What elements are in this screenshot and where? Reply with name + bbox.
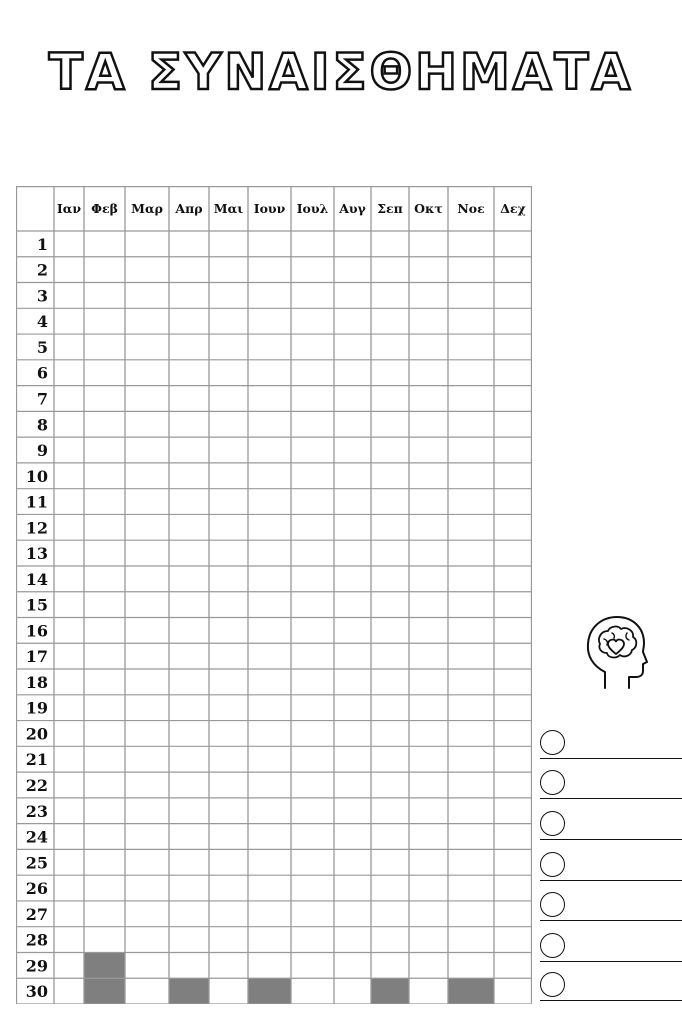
- day-number: 25: [25, 853, 48, 873]
- day-number: 4: [36, 312, 48, 332]
- legend-label-line[interactable]: [540, 798, 682, 799]
- day-number: 10: [25, 466, 48, 486]
- page-title: ΤΑ ΣΥΝΑΙΣΘΗΜΑΤΑ: [48, 43, 634, 101]
- day-number: 11: [25, 492, 48, 512]
- brain-heart-head-icon: [583, 614, 649, 690]
- day-number: 17: [25, 647, 48, 667]
- day-number: 28: [25, 930, 48, 950]
- day-number: 15: [25, 595, 48, 615]
- day-number: 3: [36, 286, 48, 306]
- day-number: 12: [25, 518, 48, 538]
- day-number: 14: [25, 569, 48, 589]
- month-header: Φεβ: [91, 201, 118, 216]
- month-header: Αυγ: [339, 201, 366, 216]
- blocked-cell: [371, 978, 409, 1004]
- blocked-cell: [448, 978, 494, 1004]
- month-header: Δεχ: [500, 201, 526, 216]
- legend-label-line[interactable]: [540, 758, 682, 759]
- month-header: Ιουλ: [296, 201, 329, 216]
- day-number: 13: [25, 544, 48, 564]
- legend-color-circle[interactable]: [540, 892, 565, 917]
- legend-slot[interactable]: [536, 770, 682, 800]
- month-header: Μαι: [213, 201, 244, 216]
- month-header: Οκτ: [414, 201, 443, 216]
- day-number: 23: [25, 801, 48, 821]
- month-header: Μαρ: [131, 201, 163, 216]
- day-number: 29: [25, 956, 48, 976]
- day-number: 27: [25, 904, 48, 924]
- month-header: Ιουν: [253, 201, 286, 216]
- day-number: 30: [25, 982, 48, 1002]
- legend-label-line[interactable]: [540, 961, 682, 962]
- blocked-cell: [248, 978, 291, 1004]
- legend-slot[interactable]: [536, 730, 682, 760]
- legend-slot[interactable]: [536, 972, 682, 1002]
- day-number: 18: [25, 672, 48, 692]
- mood-tracker-grid: [16, 186, 532, 1004]
- day-number: 9: [36, 441, 48, 461]
- day-number: 26: [25, 879, 48, 899]
- day-number: 22: [25, 775, 48, 795]
- blocked-cell: [84, 978, 125, 1004]
- legend-slot[interactable]: [536, 892, 682, 922]
- day-number: 2: [36, 260, 48, 280]
- legend-label-line[interactable]: [540, 880, 682, 881]
- legend-color-circle[interactable]: [540, 730, 565, 755]
- month-header: Νοε: [457, 201, 485, 216]
- day-number: 21: [25, 750, 48, 770]
- legend-color-circle[interactable]: [540, 972, 565, 997]
- legend-label-line[interactable]: [540, 1000, 682, 1001]
- day-number: 7: [36, 389, 48, 409]
- day-number: 6: [36, 363, 48, 383]
- month-header: Σεπ: [377, 201, 403, 216]
- day-number: 1: [36, 234, 48, 254]
- day-number: 8: [36, 415, 48, 435]
- day-number: 24: [25, 827, 48, 847]
- legend-slot[interactable]: [536, 811, 682, 841]
- legend-color-circle[interactable]: [540, 811, 565, 836]
- legend-color-circle[interactable]: [540, 852, 565, 877]
- day-number: 16: [25, 621, 48, 641]
- legend-color-circle[interactable]: [540, 933, 565, 958]
- blocked-cell: [84, 952, 125, 978]
- blocked-cell: [169, 978, 209, 1004]
- month-header: Ιαν: [56, 201, 82, 216]
- legend-label-line[interactable]: [540, 839, 682, 840]
- legend-slot[interactable]: [536, 933, 682, 963]
- legend-slot[interactable]: [536, 852, 682, 882]
- day-number: 20: [25, 724, 48, 744]
- month-header: Απρ: [175, 201, 203, 216]
- day-number: 5: [36, 337, 48, 357]
- legend-color-circle[interactable]: [540, 770, 565, 795]
- legend-label-line[interactable]: [540, 920, 682, 921]
- day-number: 19: [25, 698, 48, 718]
